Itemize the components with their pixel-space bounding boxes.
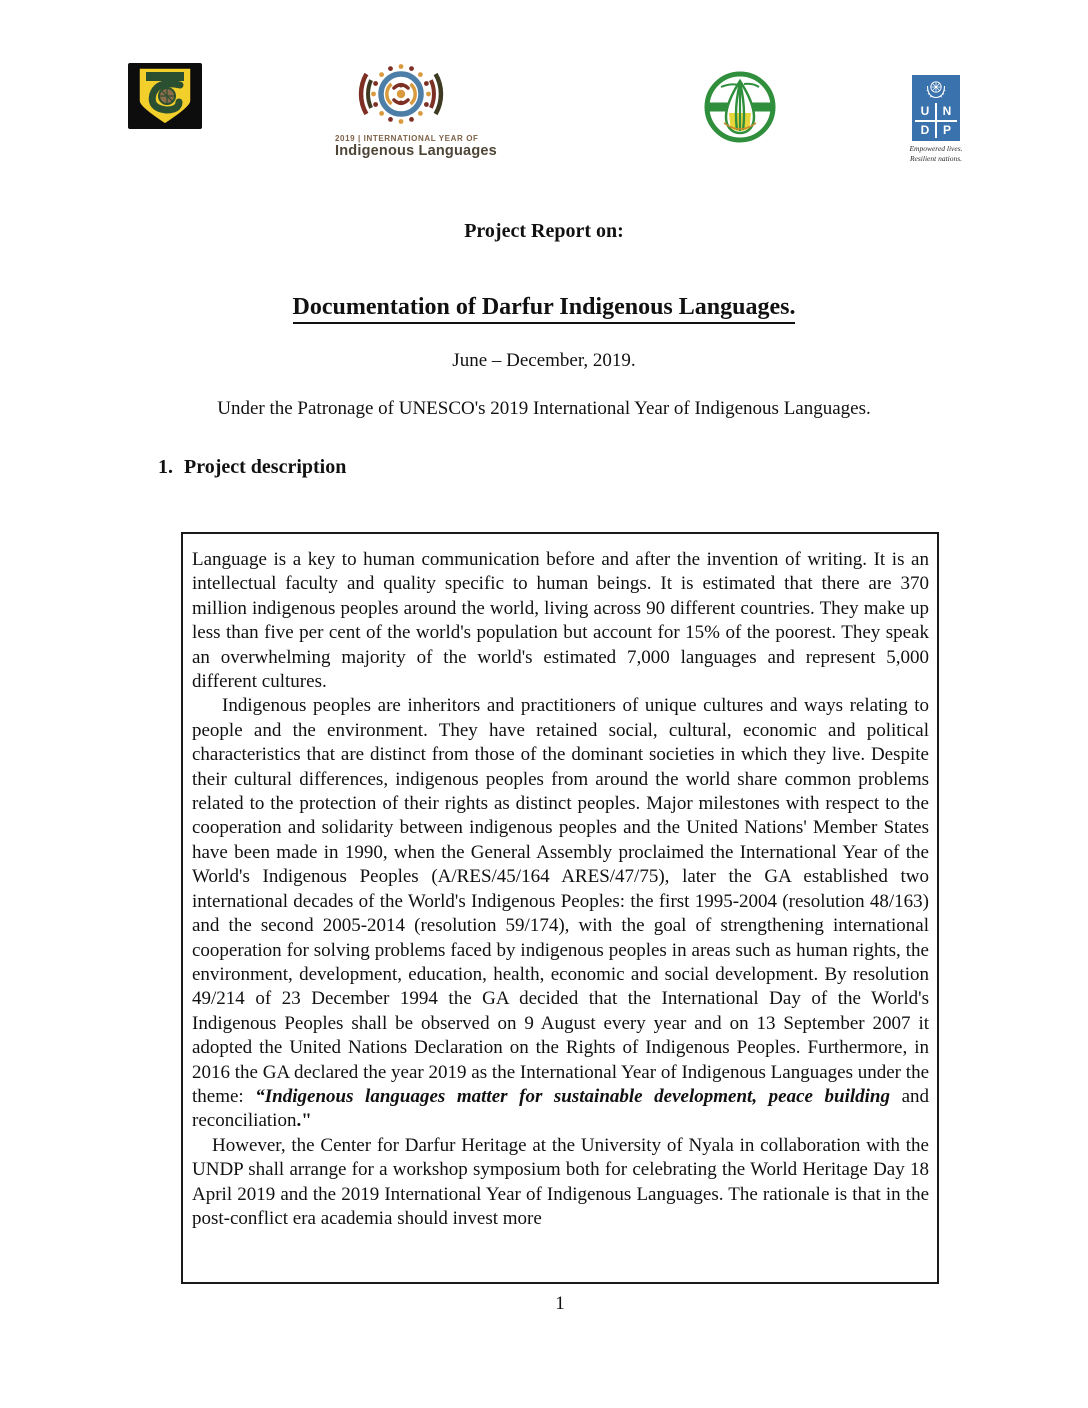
iyil-emblem-icon <box>335 62 467 126</box>
university-of-nyala-logo <box>128 63 202 134</box>
heritage-emblem-icon <box>704 71 776 143</box>
main-title <box>0 294 1088 321</box>
undp-letter-d: D <box>915 122 935 139</box>
iyil-2019-logo <box>335 62 497 159</box>
theme-quote: “Indigenous languages matter for sustainable development, peace building <box>255 1085 902 1107</box>
undp-letter-u: U <box>915 103 935 120</box>
paragraph-1: Language is a key to human communication before and after the invention of writing. It is an intellectual faculty and quality specific to human beings. It is estimated that there are 370 million indigenous peoples around the world, living across 90 different countries. They make up less than five per cent of the world's population but account for 15% of the poorest. They speak an overwhelming majority of the world's estimated 7,000 languages and represent 5,000 different cultures. <box>192 549 929 693</box>
theme-closing: ." <box>296 1110 312 1132</box>
section-heading <box>158 456 346 479</box>
section-number: 1. <box>158 456 173 478</box>
iyil-logo-wordmark: Indigenous Languages <box>335 143 497 159</box>
undp-logo <box>905 75 967 163</box>
patronage-line: Under the Patronage of UNESCO's 2019 International Year of Indigenous Languages. <box>217 398 871 419</box>
date-range: June – December, 2019. <box>452 350 636 371</box>
undp-letter-n: N <box>937 103 957 120</box>
content-area <box>181 532 939 1315</box>
undp-blue-box <box>912 75 960 141</box>
page-number: 1 <box>555 1293 565 1314</box>
iyil-logo-top-line: 2019 | INTERNATIONAL YEAR OF <box>335 134 479 143</box>
paragraph-2-body: Indigenous peoples are inheritors and practitioners of unique cultures and ways relating to people and the environment. They have retained social, cultural, economic and political characteristics that are distinct from those of the dominant societies in which they live. Despite their cultural differences, indigenous peoples from around the world share common problems related to the protection of their rights as distinct peoples. Major milestones with respect to the cooperation and solidarity between indigenous peoples and the United Nations' Member States have been made in 1990, when the General Assembly proclaimed the International Year of the World's Indigenous Peoples (A/RES/45/164 ARES/47/75), later the GA established two international decades of the World's Indigenous Peoples: the first 1995-2004 (resolution 48/163) and the second 2005-2014 (resolution 59/174), with the goal of strengthening international cooperation for solving problems faced by indigenous peoples in areas such as human rights, the environment, development, education, health, economic and social development. By resolution 49/214 of 23 December 1994 the GA decided that the International Day of the World's Indigenous Peoples shall be observed on 9 August every year and on 13 September 2007 it adopted the United Nations Declaration on the Rights of Indigenous Peoples. Furthermore, in 2016 the GA declared the year 2019 as the International Year of Indigenous Languages under the theme: <box>192 695 929 1107</box>
undp-letter-grid <box>915 103 957 138</box>
university-shield-icon <box>128 63 202 129</box>
darfur-heritage-logo <box>704 71 776 148</box>
undp-tagline-line2: Resilient nations. <box>909 153 963 163</box>
paragraph-2 <box>192 694 929 1133</box>
undp-tagline-line1: Empowered lives. <box>909 144 963 153</box>
un-wreath-icon <box>915 77 957 103</box>
description-box <box>181 532 939 1284</box>
paragraph-3: However, the Center for Darfur Heritage at the University of Nyala in collaboration with the UNDP shall arrange for a workshop symposium both for celebrating the World Heritage Day 18 April 2019 and the 2019 International Year of Indigenous Languages. The rationale is that in the post-conflict era academia should invest more <box>192 1134 929 1229</box>
main-title-text: Documentation of Darfur Indigenous Languages. <box>293 294 796 324</box>
undp-letter-p: P <box>937 122 957 139</box>
section-title: Project description <box>184 456 347 478</box>
report-label: Project Report on: <box>464 220 624 242</box>
theme-continuation: and reconciliation <box>192 1085 930 1132</box>
